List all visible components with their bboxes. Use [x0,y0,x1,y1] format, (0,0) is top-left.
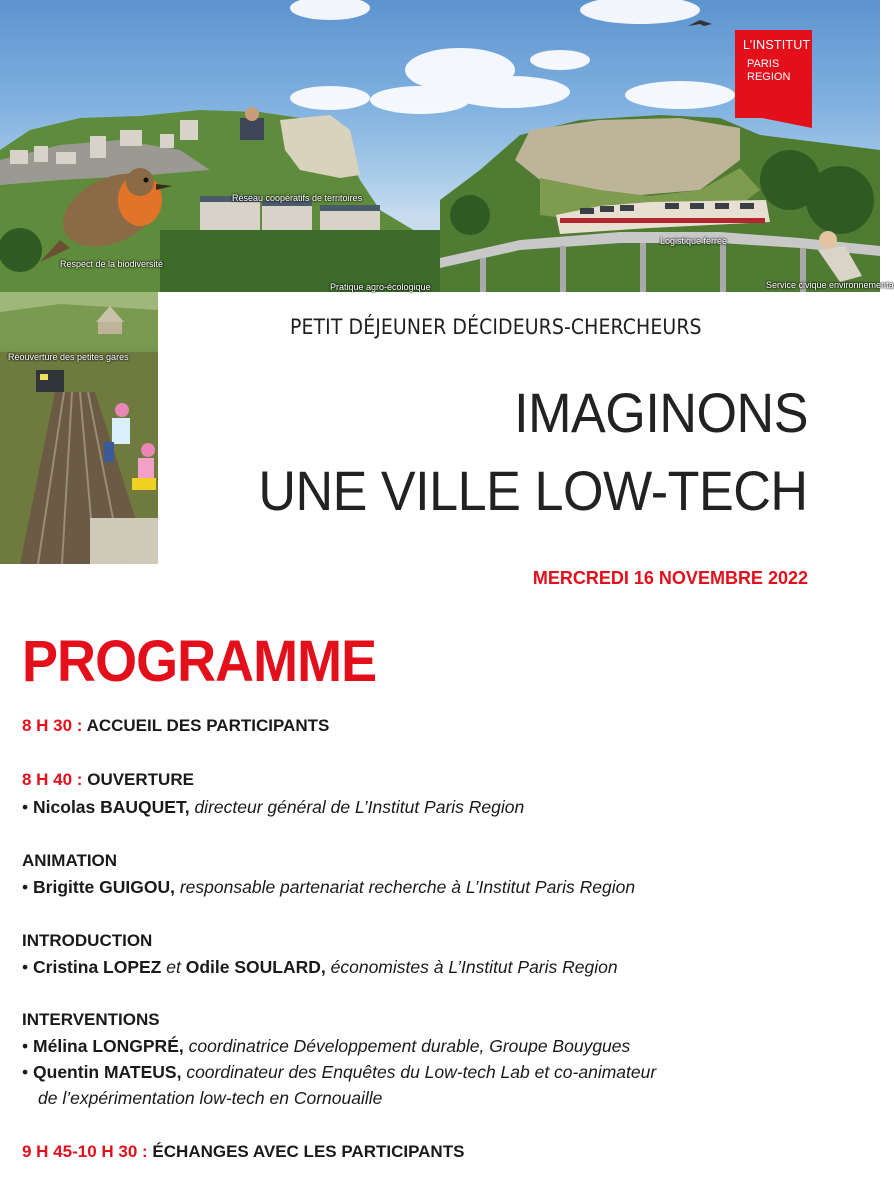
speaker-line-bauquet [22,797,524,818]
programme-heading: PROGRAMME [22,629,377,694]
programme-item-echanges [22,1142,464,1162]
caption-agro-ecologique: Pratique agro-écologique [330,282,431,292]
bullet: • [22,1036,29,1056]
time-echanges: 9 H 45-10 H 30 : [22,1142,148,1161]
bullet: • [22,877,29,897]
speaker-line-longpre [22,1036,630,1057]
speaker-name-longpre: Mélina LONGPRÉ, [33,1036,184,1056]
speaker-line-lopez-soulard [22,957,618,978]
speaker-role-mateus-continuation [38,1088,382,1109]
programme-item-animation [22,851,117,871]
label-ouverture: OUVERTURE [87,770,194,789]
label-echanges: ÉCHANGES AVEC LES PARTICIPANTS [152,1142,465,1161]
event-title-line-2: UNE VILLE LOW-TECH [258,459,808,522]
speaker-name-mateus: Quentin MATEUS, [33,1062,182,1082]
speaker-name-soulard: Odile SOULARD, [185,957,326,977]
speaker-name-bauquet: Nicolas BAUQUET, [33,797,190,817]
speaker-name-guigou: Brigitte GUIGOU, [33,877,175,897]
clouds [290,0,735,114]
caption-logistique: Logistique ferrée [660,236,728,246]
side-photo-collage [0,292,158,564]
logo-line-1: L’INSTITUT [743,38,811,52]
logo-line-2: PARIS [747,58,780,70]
programme-item-ouverture [22,770,194,790]
speaker-role-mateus-line-1: coordinateur des Enquêtes du Low-tech Lab et co-animateur [186,1062,657,1082]
speaker-role-guigou: responsable partenariat recherche à L’Institut Paris Region [179,877,636,897]
programme-item-introduction [22,931,152,951]
speaker-role-longpre: coordinatrice Développement durable, Groupe Bouygues [188,1036,631,1056]
event-date: MERCREDI 16 NOVEMBRE 2022 [532,568,808,588]
label-animation: ANIMATION [22,851,118,870]
logo-corner-shape [762,118,812,128]
caption-service-civique: Service civique environnementa [766,280,894,290]
speaker-role-bauquet: directeur général de L’Institut Paris Region [194,797,525,817]
event-title-line-1: IMAGINONS [514,381,808,444]
speaker-line-guigou [22,877,635,898]
speaker-line-mateus [22,1062,656,1083]
bullet: • [22,1062,29,1082]
programme-item-accueil [22,716,329,736]
label-interventions: INTERVENTIONS [22,1010,160,1029]
logo-line-3: REGION [747,71,791,83]
label-introduction: INTRODUCTION [22,931,153,950]
speaker-name-lopez: Cristina LOPEZ [33,957,162,977]
conjunction: et [166,957,181,977]
institut-logo [735,30,812,118]
railway-illustration [0,292,158,564]
time-accueil: 8 H 30 : [22,716,83,735]
speaker-role-mateus-line-2: de l’expérimentation low-tech en Cornouaille [38,1088,383,1108]
time-ouverture: 8 H 40 : [22,770,83,789]
event-subtitle: PETIT DÉJEUNER DÉCIDEURS-CHERCHEURS [290,315,702,339]
programme-item-interventions [22,1010,160,1030]
caption-biodiversite: Respect de la biodiversité [60,259,164,269]
caption-petites-gares: Réouverture des petites gares [8,352,129,362]
bullet: • [22,797,29,817]
label-accueil: ACCUEIL DES PARTICIPANTS [86,716,330,735]
caption-reseau: Réseau coopératifs de territoires [232,193,363,203]
speaker-role-lopez-soulard: économistes à L’Institut Paris Region [330,957,618,977]
bullet: • [22,957,29,977]
